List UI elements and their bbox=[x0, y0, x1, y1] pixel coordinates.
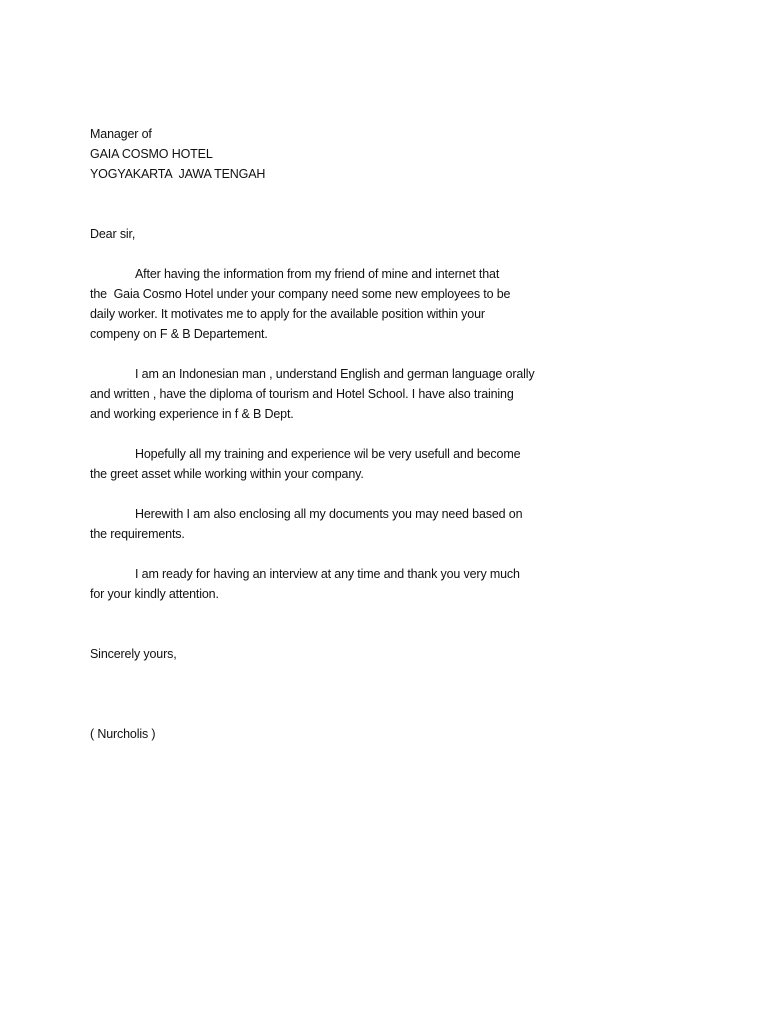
spacer bbox=[90, 484, 560, 504]
paragraph-line: and written , have the diploma of tourism and Hotel School. I have also training bbox=[90, 387, 514, 401]
letter-body bbox=[90, 124, 560, 744]
spacer bbox=[90, 664, 560, 724]
spacer bbox=[90, 244, 560, 264]
spacer bbox=[90, 544, 560, 564]
closing: Sincerely yours, bbox=[90, 647, 177, 661]
paragraph-line: for your kindly attention. bbox=[90, 587, 219, 601]
spacer bbox=[90, 184, 560, 224]
paragraph-line: the requirements. bbox=[90, 527, 185, 541]
paragraph-line: I am an Indonesian man , understand English and german language orally bbox=[135, 367, 535, 381]
paragraph-line: After having the information from my friend of mine and internet that bbox=[135, 267, 500, 281]
paragraph-line: Hopefully all my training and experience wil be very usefull and become bbox=[135, 447, 521, 461]
spacer bbox=[90, 344, 560, 364]
paragraph-line: the Gaia Cosmo Hotel under your company need some new employees to be bbox=[90, 287, 511, 301]
signature-name: ( Nurcholis ) bbox=[90, 727, 156, 741]
recipient-line: Manager of bbox=[90, 127, 152, 141]
paragraph-line: compeny on F & B Departement. bbox=[90, 327, 268, 341]
paragraph-line: daily worker. It motivates me to apply for the available position within your bbox=[90, 307, 485, 321]
paragraph-line: Herewith I am also enclosing all my documents you may need based on bbox=[135, 507, 523, 521]
paragraph-line: the greet asset while working within your company. bbox=[90, 467, 364, 481]
paragraph-4 bbox=[90, 504, 560, 544]
recipient-block bbox=[90, 124, 560, 184]
spacer bbox=[90, 424, 560, 444]
paragraph-3 bbox=[90, 444, 560, 484]
recipient-hotel-name: GAIA COSMO HOTEL bbox=[90, 147, 213, 161]
salutation: Dear sir, bbox=[90, 227, 136, 241]
paragraph-2 bbox=[90, 364, 560, 424]
spacer bbox=[90, 604, 560, 644]
paragraph-1 bbox=[90, 264, 560, 344]
recipient-location: YOGYAKARTA JAWA TENGAH bbox=[90, 167, 266, 181]
paragraph-5 bbox=[90, 564, 560, 604]
paragraph-line: I am ready for having an interview at any time and thank you very much bbox=[135, 567, 520, 581]
paragraph-line: and working experience in f & B Dept. bbox=[90, 407, 294, 421]
